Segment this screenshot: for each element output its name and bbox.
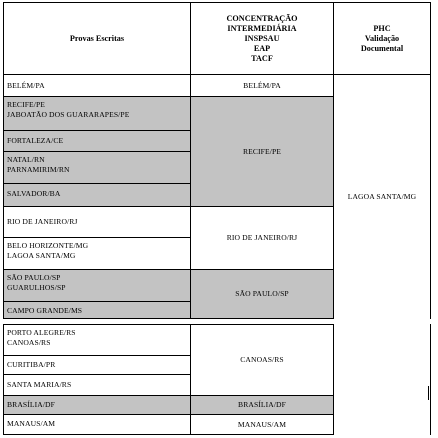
concentracao-cell: RIO DE JANEIRO/RJ: [190, 206, 334, 270]
table-row: NATAL/RN PARNAMIRIM/RN: [3, 151, 191, 184]
table-lower-block: [3, 324, 431, 435]
table-row: FORTALEZA/CE: [3, 130, 191, 152]
table-row: BRASÍLIA/DF: [3, 395, 191, 415]
table-row: PORTO ALEGRE/RS CANOAS/RS: [3, 324, 191, 356]
header-cell-provas-escritas: Provas Escritas: [3, 2, 191, 75]
concentracao-cell: BRASÍLIA/DF: [190, 395, 334, 415]
phc-cell: LAGOA SANTA/MG: [333, 74, 431, 319]
cities-table: [3, 2, 431, 435]
table-row: SALVADOR/BA: [3, 183, 191, 207]
concentracao-cell: MANAUS/AM: [190, 414, 334, 435]
header-cell-concentracao: CONCENTRAÇÃO INTERMEDIÁRIA INSPSAU EAP TACF: [190, 2, 334, 75]
table-row: MANAUS/AM: [3, 414, 191, 435]
concentracao-cell: SÃO PAULO/SP: [190, 269, 334, 319]
table-row: BELO HORIZONTE/MG LAGOA SANTA/MG: [3, 237, 191, 270]
table-row: RIO DE JANEIRO/RJ: [3, 206, 191, 238]
concentracao-cell: RECIFE/PE: [190, 96, 334, 207]
divider-tick: [428, 386, 429, 400]
table-row: CAMPO GRANDE/MS: [3, 301, 191, 319]
table-row: SANTA MARIA/RS: [3, 374, 191, 396]
table-row: CURITIBA/PR: [3, 355, 191, 375]
table-row: BELÉM/PA: [3, 74, 191, 97]
table-row: RECIFE/PE JABOATÃO DOS GUARARAPES/PE: [3, 96, 191, 131]
concentracao-cell: CANOAS/RS: [190, 324, 334, 396]
table-upper-block: [3, 2, 431, 319]
concentracao-cell: BELÉM/PA: [190, 74, 334, 97]
table-row: SÃO PAULO/SP GUARULHOS/SP: [3, 269, 191, 302]
header-cell-phc: PHC Validação Documental: [333, 2, 431, 75]
right-border-line: [333, 324, 431, 435]
